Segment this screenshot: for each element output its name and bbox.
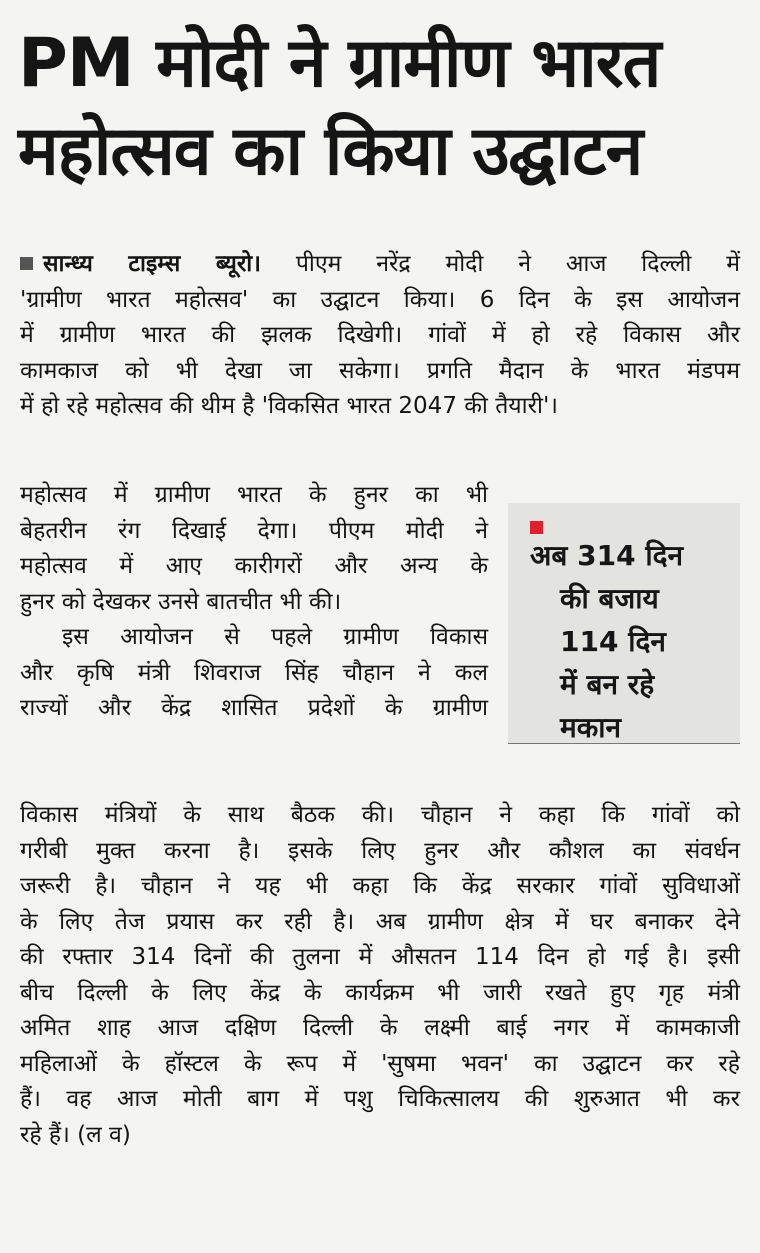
callout-line: में बन रहे	[560, 668, 655, 701]
article-line: महिलाओं के हॉस्टल के रूप में 'सुषमा भवन' का उद्घाटन कर रहे	[20, 1050, 740, 1077]
square-bullet-icon	[530, 521, 543, 534]
article-line: 'ग्रामीण भारत महोत्सव' का उद्घाटन किया। 6 दिन के इस आयोजन	[20, 286, 740, 313]
article-paragraph-3	[20, 798, 740, 1153]
headline-line-1: PM मोदी ने ग्रामीण भारत	[18, 24, 661, 103]
article-line: रहे हैं। (ल व)	[20, 1121, 131, 1148]
article-line: गरीबी मुक्त करना है। इसके लिए हुनर और कौशल का संवर्धन	[20, 837, 740, 864]
headline-line-2: महोत्सव का किया उद्घाटन	[18, 112, 643, 191]
article-line: अमित शाह आज दक्षिण दिल्ली के लक्ष्मी बाई नगर में कामकाजी	[20, 1015, 740, 1041]
article-line: इस आयोजन से पहले ग्रामीण विकास	[62, 624, 488, 650]
article-line: में ग्रामीण भारत की झलक दिखेगी। गांवों में हो रहे विकास और	[20, 322, 740, 348]
callout-box	[508, 503, 740, 744]
article-line: हुनर को देखकर उनसे बातचीत भी की।	[20, 588, 342, 615]
callout-line: 114 दिन	[560, 625, 666, 658]
square-bullet-icon	[20, 257, 33, 270]
article-line: राज्यों और केंद्र शासित प्रदेशों के ग्रामीण	[20, 695, 488, 721]
article-line: जरूरी है। चौहान ने यह भी कहा कि केंद्र सरकार गांवों सुविधाओं	[20, 873, 740, 899]
article-line: बेहतरीन रंग दिखाई देगा। पीएम मोदी ने	[20, 517, 488, 544]
article-paragraph-2	[20, 478, 488, 727]
article-line: की रफ्तार 314 दिनों की तुलना में औसतन 114 दिन हो गई है। इसी	[20, 944, 740, 970]
article-line: में हो रहे महोत्सव की थीम है 'विकसित भारत 2047 की तैयारी'।	[20, 393, 559, 419]
article-line: बीच दिल्ली के लिए केंद्र के कार्यक्रम भी जारी रखते हुए गृह मंत्री	[20, 979, 740, 1006]
article-line: विकास मंत्रियों के साथ बैठक की। चौहान ने कहा कि गांवों को	[20, 802, 740, 828]
article-paragraph-1	[20, 247, 740, 425]
article-line: और कृषि मंत्री शिवराज सिंह चौहान ने कल	[20, 659, 488, 686]
article-line: महोत्सव में ग्रामीण भारत के हुनर का भी	[20, 482, 488, 508]
callout-line: की बजाय	[560, 582, 659, 615]
callout-line: मकान	[560, 711, 622, 744]
article-line: सान्ध्य टाइम्स ब्यूरो। पीएम नरेंद्र मोदी ने आज दिल्ली में	[20, 247, 740, 283]
article-line: कामकाज को भी देखा जा सकेगा। प्रगति मैदान के भारत मंडपम	[20, 357, 740, 384]
article-line: के लिए तेज प्रयास कर रही है। अब ग्रामीण क्षेत्र में घर बनाकर देने	[20, 908, 740, 935]
headline	[18, 20, 748, 196]
article-line: हैं। वह आज मोती बाग में पशु चिकित्सालय की शुरुआत भी कर	[20, 1086, 740, 1112]
byline: सान्ध्य टाइम्स ब्यूरो।	[43, 251, 261, 277]
article-line: महोत्सव में आए कारीगरों और अन्य के	[20, 553, 488, 579]
callout-line: अब 314 दिन	[530, 521, 683, 577]
